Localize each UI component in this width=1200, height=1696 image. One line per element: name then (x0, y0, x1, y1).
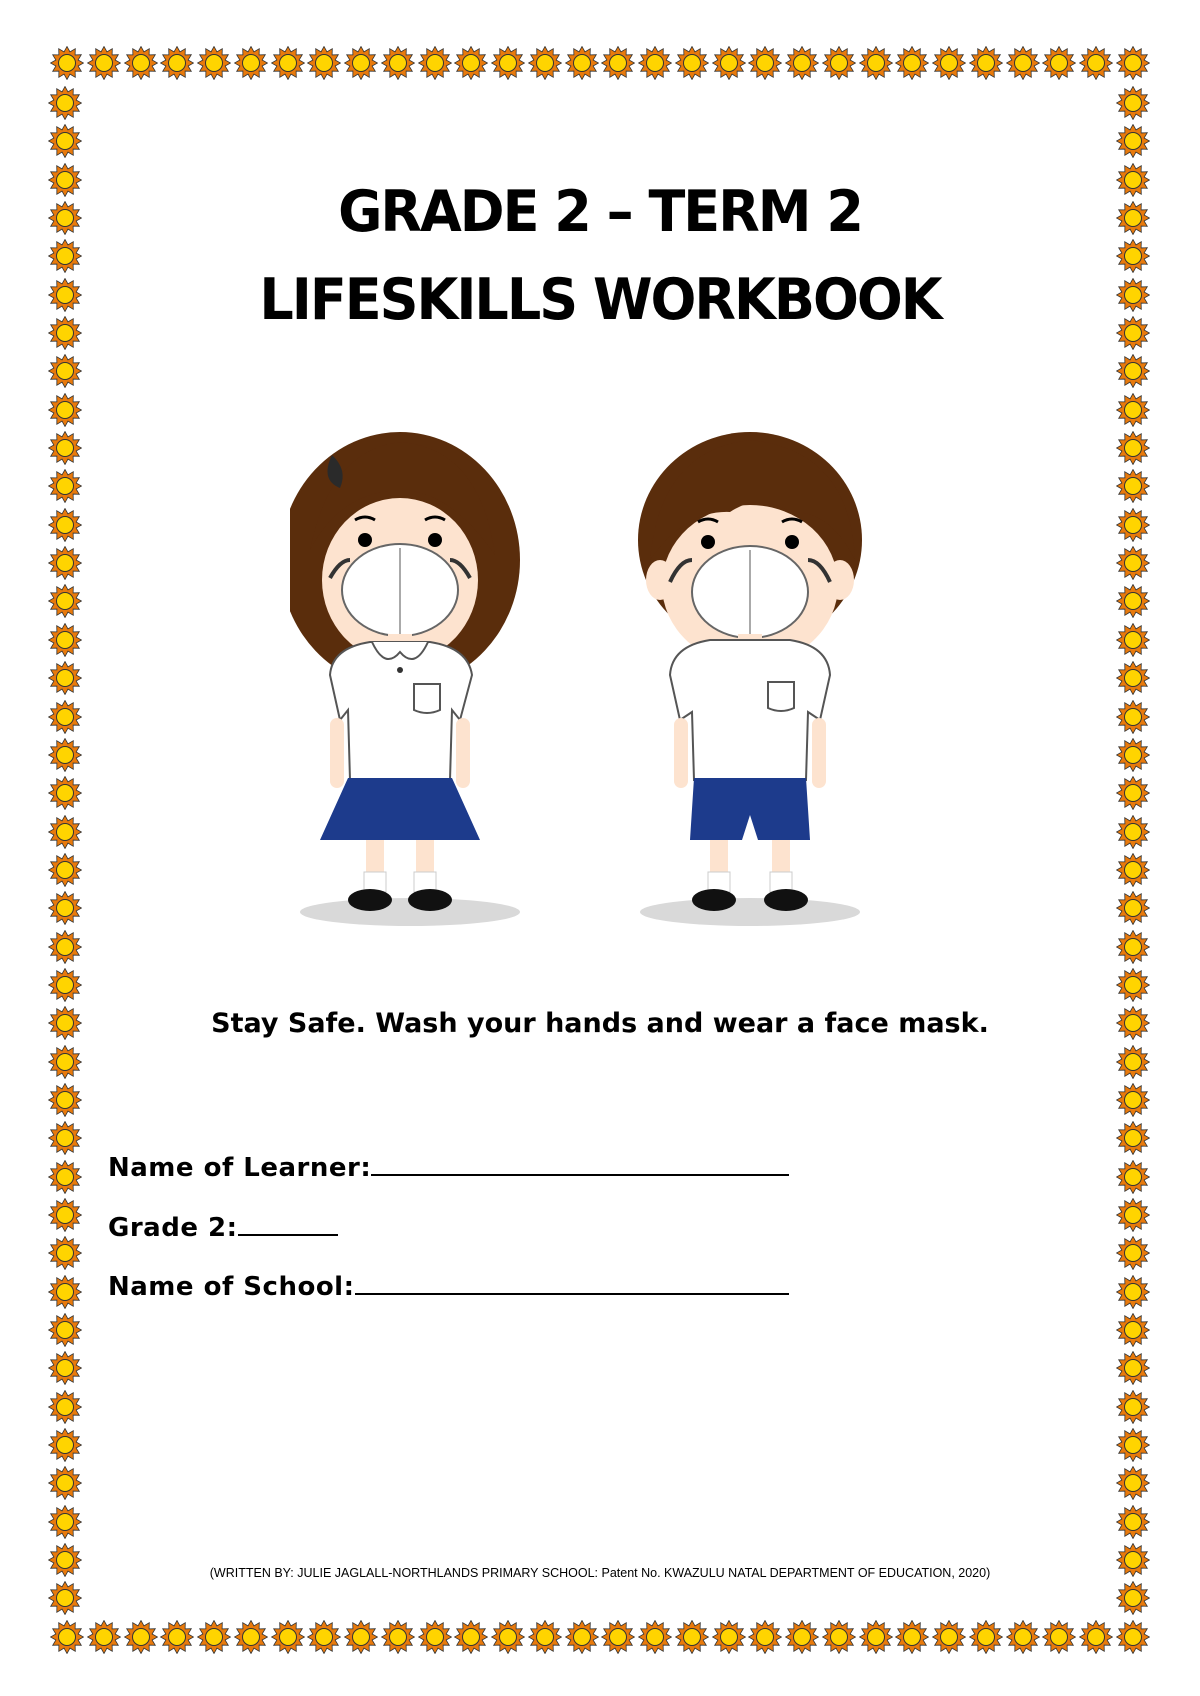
sun-icon (418, 46, 452, 80)
sun-icon (48, 815, 82, 849)
sun-icon (48, 1160, 82, 1194)
sun-icon (48, 1121, 82, 1155)
learner-name-field[interactable] (108, 1152, 789, 1183)
sun-icon (1116, 1351, 1150, 1385)
sun-icon (1006, 46, 1040, 80)
slogan-text: Stay Safe. Wash your hands and wear a face mask. (211, 1008, 989, 1039)
sun-icon (1116, 1045, 1150, 1079)
sun-icon (748, 1620, 782, 1654)
sun-icon (307, 1620, 341, 1654)
sun-icon (48, 1581, 82, 1615)
sun-icon (48, 1466, 82, 1500)
sun-icon (48, 354, 82, 388)
sun-icon (675, 46, 709, 80)
sun-icon (197, 46, 231, 80)
sun-icon (124, 1620, 158, 1654)
sun-icon (1116, 393, 1150, 427)
sun-icon (344, 46, 378, 80)
sun-icon (48, 661, 82, 695)
sun-icon (48, 1313, 82, 1347)
boy-with-mask-icon (638, 432, 862, 911)
sun-icon (48, 86, 82, 120)
sun-icon (859, 1620, 893, 1654)
sun-icon (1116, 546, 1150, 580)
sun-icon (1116, 1581, 1150, 1615)
sun-icon (454, 1620, 488, 1654)
sun-icon (48, 1351, 82, 1385)
border-top (50, 46, 1150, 82)
sun-icon (1116, 700, 1150, 734)
sun-icon (601, 46, 635, 80)
sun-icon (491, 46, 525, 80)
sun-icon (932, 1620, 966, 1654)
sun-icon (1116, 968, 1150, 1002)
sun-icon (48, 1505, 82, 1539)
sun-icon (1116, 1505, 1150, 1539)
sun-icon (48, 1236, 82, 1270)
grade-field[interactable] (108, 1212, 338, 1243)
sun-icon (48, 1045, 82, 1079)
sun-icon (48, 584, 82, 618)
border-bottom (50, 1620, 1150, 1656)
sun-icon (1116, 1428, 1150, 1462)
sun-icon (48, 623, 82, 657)
school-name-line[interactable] (355, 1271, 789, 1295)
sun-icon (1116, 930, 1150, 964)
sun-icon (859, 46, 893, 80)
sun-icon (418, 1620, 452, 1654)
sun-icon (565, 1620, 599, 1654)
learner-name-line[interactable] (371, 1152, 789, 1176)
school-name-field[interactable] (108, 1271, 789, 1302)
sun-icon (1116, 508, 1150, 542)
girl-with-mask-icon (290, 432, 520, 911)
sun-icon (932, 46, 966, 80)
grade-label: Grade 2: (108, 1213, 238, 1243)
sun-icon (48, 1390, 82, 1424)
sun-icon (87, 46, 121, 80)
sun-icon (528, 46, 562, 80)
sun-icon (1079, 46, 1113, 80)
sun-icon (1079, 1620, 1113, 1654)
sun-icon (1116, 46, 1150, 80)
sun-icon (1006, 1620, 1040, 1654)
sun-icon (1116, 623, 1150, 657)
sun-icon (48, 891, 82, 925)
sun-icon (712, 46, 746, 80)
sun-icon (1116, 1121, 1150, 1155)
sun-icon (601, 1620, 635, 1654)
sun-icon (234, 46, 268, 80)
sun-icon (712, 1620, 746, 1654)
sun-icon (48, 124, 82, 158)
sun-icon (197, 1620, 231, 1654)
sun-icon (1116, 431, 1150, 465)
sun-icon (1116, 1466, 1150, 1500)
sun-icon (1042, 46, 1076, 80)
sun-icon (234, 1620, 268, 1654)
sun-icon (1116, 853, 1150, 887)
sun-icon (1116, 1275, 1150, 1309)
sun-icon (1116, 1620, 1150, 1654)
school-name-label: Name of School: (108, 1272, 355, 1302)
sun-icon (1116, 661, 1150, 695)
sun-icon (48, 700, 82, 734)
sun-icon (48, 508, 82, 542)
sun-icon (822, 46, 856, 80)
sun-icon (675, 1620, 709, 1654)
sun-icon (48, 469, 82, 503)
sun-icon (160, 46, 194, 80)
sun-icon (1116, 1236, 1150, 1270)
sun-icon (1116, 1083, 1150, 1117)
sun-icon (48, 853, 82, 887)
sun-icon (1116, 1313, 1150, 1347)
sun-icon (895, 46, 929, 80)
sun-icon (48, 1428, 82, 1462)
sun-icon (50, 46, 84, 80)
sun-icon (1042, 1620, 1076, 1654)
sun-icon (1116, 1198, 1150, 1232)
page-title-line2: LIFESKILLS WORKBOOK (259, 266, 941, 333)
sun-icon (491, 1620, 525, 1654)
sun-icon (1116, 891, 1150, 925)
sun-icon (48, 431, 82, 465)
sun-icon (638, 1620, 672, 1654)
sun-icon (48, 546, 82, 580)
sun-icon (48, 1275, 82, 1309)
sun-icon (48, 738, 82, 772)
sun-icon (969, 46, 1003, 80)
sun-icon (160, 1620, 194, 1654)
sun-icon (1116, 124, 1150, 158)
sun-icon (454, 46, 488, 80)
sun-icon (48, 1083, 82, 1117)
sun-icon (638, 46, 672, 80)
sun-icon (1116, 469, 1150, 503)
sun-icon (381, 46, 415, 80)
sun-icon (48, 968, 82, 1002)
sun-icon (969, 1620, 1003, 1654)
sun-icon (124, 46, 158, 80)
sun-icon (48, 930, 82, 964)
sun-icon (87, 1620, 121, 1654)
sun-icon (1116, 584, 1150, 618)
sun-icon (748, 46, 782, 80)
sun-icon (50, 1620, 84, 1654)
sun-icon (307, 46, 341, 80)
footer-credit: (WRITTEN BY: JULIE JAGLALL-NORTHLANDS PRIMARY SCHOOL: Patent No. KWAZULU NATAL DEPARTMENT OF EDUCATION, 2020) (209, 1566, 991, 1580)
children-illustration (290, 420, 930, 940)
sun-icon (1116, 815, 1150, 849)
sun-icon (785, 46, 819, 80)
sun-icon (565, 46, 599, 80)
sun-icon (528, 1620, 562, 1654)
sun-icon (344, 1620, 378, 1654)
sun-icon (271, 1620, 305, 1654)
page-title-line1: GRADE 2 – TERM 2 (338, 178, 862, 245)
sun-icon (48, 1198, 82, 1232)
sun-icon (1116, 776, 1150, 810)
sun-icon (48, 776, 82, 810)
sun-icon (1116, 738, 1150, 772)
learner-name-label: Name of Learner: (108, 1153, 372, 1183)
sun-icon (271, 46, 305, 80)
sun-icon (48, 393, 82, 427)
sun-icon (1116, 1390, 1150, 1424)
sun-icon (381, 1620, 415, 1654)
sun-icon (1116, 1160, 1150, 1194)
sun-icon (785, 1620, 819, 1654)
sun-icon (1116, 86, 1150, 120)
sun-icon (1116, 354, 1150, 388)
grade-line[interactable] (238, 1212, 338, 1236)
sun-icon (822, 1620, 856, 1654)
sun-icon (895, 1620, 929, 1654)
